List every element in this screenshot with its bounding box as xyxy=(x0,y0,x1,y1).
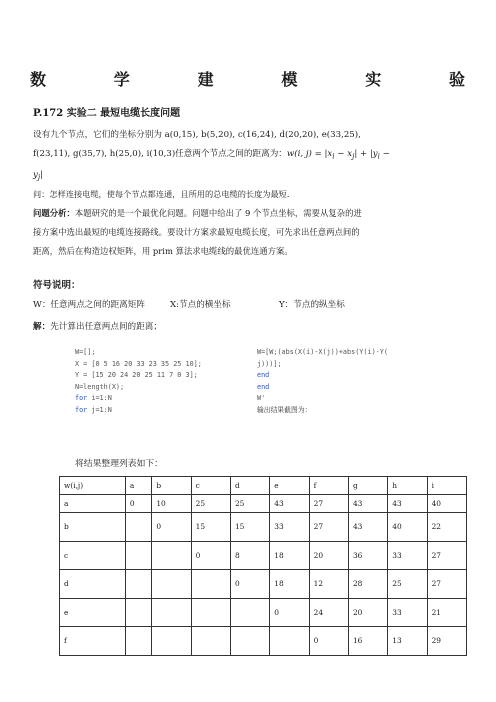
distance-table xyxy=(59,476,467,656)
table-cell: 40 xyxy=(427,495,466,513)
code-keyword: end xyxy=(257,382,270,391)
solution-label: 解： xyxy=(33,322,51,332)
symbol-x: X:节点的横坐标 xyxy=(170,300,231,310)
title-char: 实 xyxy=(365,69,383,89)
section-heading: P.172 实验二 最短电缆长度问题 xyxy=(33,108,181,119)
code-line: W=[]; xyxy=(75,348,96,356)
solution-line xyxy=(33,320,162,332)
title-char: 建 xyxy=(197,69,215,89)
table-row-label: c xyxy=(60,541,126,570)
title-char: 模 xyxy=(281,69,299,89)
table-cell: 43 xyxy=(270,495,309,513)
problem-line-2 xyxy=(33,145,463,166)
formula: w(i, j) = |x xyxy=(286,149,333,159)
code-block-left xyxy=(75,347,202,416)
table-cell: 18 xyxy=(270,570,309,599)
table-cell: 22 xyxy=(427,513,466,542)
code-line: j)))]; xyxy=(257,359,282,368)
formula-sub: i xyxy=(377,151,380,161)
table-cell xyxy=(152,541,191,570)
table-header-cell: e xyxy=(270,477,309,495)
document-title xyxy=(30,66,466,90)
table-cell xyxy=(230,598,269,627)
table-cell: 27 xyxy=(309,513,348,542)
table-cell xyxy=(152,627,191,656)
table-row-label: d xyxy=(60,570,126,599)
table-cell: 36 xyxy=(348,541,387,570)
code-line xyxy=(75,393,202,405)
analysis-line-2: 接方案中选出最短的电缆连接路线。要设计方案求最短电缆长度，可先求出任意两点间的 xyxy=(33,227,360,237)
table-cell: 0 xyxy=(125,495,151,513)
table-cell: 15 xyxy=(191,513,230,542)
problem-text: f(23,11), g(35,7), h(25,0), i(10,3)任意两个节点之间的距离为： xyxy=(33,149,287,159)
table-cell: 27 xyxy=(309,495,348,513)
question-text: 问：怎样连接电缆，使每个节点都连通，且所用的总电缆的长度为最短. xyxy=(33,189,290,199)
table-cell xyxy=(191,570,230,599)
table-cell: 13 xyxy=(388,627,427,656)
table-cell xyxy=(152,598,191,627)
code-keyword: end xyxy=(257,371,270,379)
problem-line-1: 设有九个节点，它们的坐标分别为 a(0,15), b(5,20), c(16,24), d(20,20), e(33,25), xyxy=(33,130,361,140)
table-cell: 33 xyxy=(388,598,427,627)
table-cell: 15 xyxy=(230,513,269,542)
table-cell: 0 xyxy=(309,627,348,656)
table-cell xyxy=(125,598,151,627)
code-text: i=1:N xyxy=(87,394,112,402)
formula-sub: i xyxy=(332,151,335,161)
table-cell: 28 xyxy=(348,570,387,599)
table-row-label: a xyxy=(60,495,126,513)
table-cell: 0 xyxy=(152,513,191,542)
symbol-w: W：任意两点之间的距离矩阵 xyxy=(33,300,145,310)
table-header-cell: c xyxy=(191,477,230,495)
formula-sub: j xyxy=(37,172,41,182)
code-keyword: for xyxy=(75,405,88,414)
table-cell: 33 xyxy=(388,541,427,570)
table-cell: 43 xyxy=(348,513,387,542)
table-cell: 24 xyxy=(309,598,348,627)
solution-text: 先计算出任意两点间的距离； xyxy=(50,322,162,332)
table-header-cell: f xyxy=(309,477,348,495)
table-cell xyxy=(191,627,230,656)
table-header-cell: g xyxy=(348,477,387,495)
symbols-row xyxy=(33,298,463,310)
table-cell xyxy=(125,513,151,542)
formula: | xyxy=(40,169,43,180)
table-cell xyxy=(230,627,269,656)
table-row xyxy=(60,570,467,599)
title-char: 学 xyxy=(113,69,131,89)
title-char: 验 xyxy=(448,69,466,89)
code-line: X = [0 5 16 20 33 23 35 25 10]; xyxy=(75,359,202,368)
analysis-text: 本题研究的是一个最优化问题。问题中给出了 9 个节点坐标，需要从复杂的进 xyxy=(74,208,362,218)
table-cell: 21 xyxy=(427,598,466,627)
table-cell: 27 xyxy=(427,541,466,570)
table-header-cell: a xyxy=(125,477,151,495)
code-line: Y = [15 20 24 20 25 11 7 0 3]; xyxy=(75,371,198,379)
table-cell: 0 xyxy=(191,541,230,570)
table-cell xyxy=(152,570,191,599)
formula: | + |y xyxy=(354,149,378,159)
table-row xyxy=(60,627,467,656)
symbols-heading: 符号说明： xyxy=(33,280,81,291)
formula: − x xyxy=(334,149,353,159)
table-cell: 0 xyxy=(270,598,309,627)
table-row xyxy=(60,541,467,570)
table-header-cell: h xyxy=(388,477,427,495)
table-cell: 20 xyxy=(348,598,387,627)
analysis-line-1 xyxy=(33,204,463,223)
table-cell: 0 xyxy=(230,570,269,599)
title-char: 数 xyxy=(30,69,48,89)
table-header-row xyxy=(60,477,467,495)
table-cell: 25 xyxy=(230,495,269,513)
table-row-label: b xyxy=(60,513,126,542)
table-cell: 20 xyxy=(309,541,348,570)
table-header-cell: w(i,j) xyxy=(60,477,126,495)
code-line: N=length(X); xyxy=(75,382,125,391)
symbol-y: Y：节点的纵坐标 xyxy=(279,300,345,310)
analysis-paragraph xyxy=(33,204,463,261)
table-header-cell: b xyxy=(152,477,191,495)
table-cell: 10 xyxy=(152,495,191,513)
table-row xyxy=(60,598,467,627)
analysis-line-3: 距离，然后在构造边权矩阵，用 prim 算法求电缆线的最优连通方案。 xyxy=(33,246,293,256)
table-caption: 将结果整理列表如下： xyxy=(75,459,163,469)
table-cell: 16 xyxy=(348,627,387,656)
table-cell: 18 xyxy=(270,541,309,570)
problem-line-3 xyxy=(33,166,463,187)
table-cell: 40 xyxy=(388,513,427,542)
table-header-cell: d xyxy=(230,477,269,495)
table-cell xyxy=(125,541,151,570)
table-cell: 12 xyxy=(309,570,348,599)
code-keyword: for xyxy=(75,394,88,402)
table-cell: 27 xyxy=(427,570,466,599)
code-text: j=1:N xyxy=(87,405,112,414)
code-line: W' xyxy=(257,394,266,402)
table-cell xyxy=(270,627,309,656)
code-line xyxy=(75,405,202,417)
table-cell: 29 xyxy=(427,627,466,656)
table-cell: 25 xyxy=(388,570,427,599)
table-cell xyxy=(191,598,230,627)
table-cell: 43 xyxy=(388,495,427,513)
analysis-label: 问题分析： xyxy=(33,208,75,218)
table-header-cell: i xyxy=(427,477,466,495)
code-line: W=[W;(abs(X(i)-X(j))+abs(Y(i)-Y( xyxy=(257,348,388,356)
formula-sub: j xyxy=(352,151,355,161)
table-row xyxy=(60,495,467,513)
table-row xyxy=(60,513,467,542)
table-cell: 43 xyxy=(348,495,387,513)
code-output-caption: 输出结果截图为： xyxy=(257,405,312,414)
code-block-right xyxy=(257,347,388,416)
problem-statement xyxy=(33,126,463,186)
table-cell xyxy=(125,627,151,656)
table-cell: 33 xyxy=(270,513,309,542)
table-cell: 25 xyxy=(191,495,230,513)
table-row-label: e xyxy=(60,598,126,627)
table-cell xyxy=(125,570,151,599)
formula: y xyxy=(33,169,38,180)
table-cell: 8 xyxy=(230,541,269,570)
table-row-label: f xyxy=(60,627,126,656)
formula: − xyxy=(379,149,390,159)
